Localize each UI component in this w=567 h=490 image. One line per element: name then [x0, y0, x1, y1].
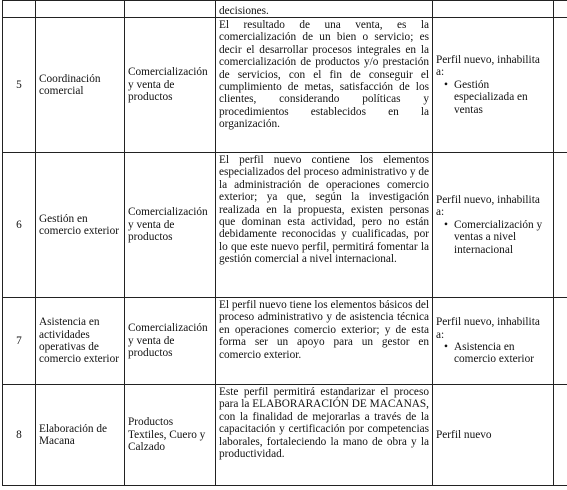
- cell-extra: [554, 153, 567, 298]
- profile-status-intro: Perfil nuevo, inhabilita a:: [436, 193, 540, 219]
- profile-status-list: [436, 341, 550, 366]
- cell-extra: [554, 385, 567, 486]
- profile-area-text: Comercialización y venta de productos: [128, 206, 208, 244]
- profile-status-item: • Comercialización y ventas a nivel internacional: [446, 219, 550, 256]
- profile-area: [125, 298, 216, 385]
- profile-status-list: [436, 79, 550, 116]
- profile-description-text: El perfil nuevo tiene los elementos básicos del proceso administrativo y de asistencia técnica en operaciones comercio exterior; y de esta forma ser un apoyo para un gestor en comercio exterior.: [219, 299, 429, 361]
- cell-num: [3, 1, 36, 18]
- profile-name: [36, 298, 125, 385]
- profile-area: [125, 153, 216, 298]
- description-fragment: decisiones.: [219, 4, 269, 17]
- cell-extra: [554, 18, 567, 153]
- row-number: 8: [3, 385, 36, 486]
- cell-description: [216, 1, 433, 18]
- profile-status-intro: Perfil nuevo, inhabilita a:: [436, 53, 540, 79]
- table-row: [3, 18, 567, 153]
- profile-status-intro: Perfil nuevo, inhabilita a:: [436, 316, 540, 341]
- cell-profile: [433, 1, 554, 18]
- profiles-table: [2, 0, 567, 486]
- profile-area-text: Comercialización y venta de productos: [128, 322, 208, 360]
- cell-extra: [554, 1, 567, 18]
- profile-status: [433, 298, 554, 385]
- table-row: [3, 385, 567, 486]
- profile-name: [36, 153, 125, 298]
- row-number: 7: [3, 298, 36, 385]
- profile-description: [216, 385, 433, 486]
- profile-area: [125, 385, 216, 486]
- profile-description: [216, 18, 433, 153]
- profile-description-text: El resultado de una venta, es la comercialización de un bien o servicio; es decir el desarrollar procesos integrales en la comercialización de productos y/o prestación de servicios, con el fin de conseguir el cumplimiento de metas, satisfacción de los clientes, considerando políticas y procedimientos establecidos en la organización.: [219, 19, 429, 131]
- profile-status-item: • Gestión especializada en ventas: [446, 79, 550, 116]
- profile-description: [216, 298, 433, 385]
- table-row: [3, 298, 567, 385]
- profile-name: [36, 18, 125, 153]
- profile-area: [125, 18, 216, 153]
- profile-name: [36, 385, 125, 486]
- profile-name-text: Coordinación comercial: [39, 72, 101, 97]
- profile-name-text: Asistencia en actividades operativas de comercio exterior: [39, 316, 119, 366]
- profile-name-text: Gestión en comercio exterior: [39, 212, 119, 237]
- profile-description: [216, 153, 433, 298]
- profile-area-text: Productos Textiles, Cuero y Calzado: [128, 416, 206, 454]
- profile-name-text: Elaboración de Macana: [39, 422, 108, 447]
- profile-description-text: El perfil nuevo contiene los elementos especializados del proceso administrativo y de la administración de operaciones comercio exterior; ya que, según la investigación realizada en la propuesta, existen personas que dominan esta actividad, pero no están debidamente reconocidas y cualificadas, por lo que este nuevo perfil, permitirá fomentar la gestión comercial a nivel internacional.: [219, 154, 429, 266]
- table-row-continued: [3, 1, 567, 18]
- cell-area: [125, 1, 216, 18]
- row-number: 6: [3, 153, 36, 298]
- cell-name: [36, 1, 125, 18]
- row-number: 5: [3, 18, 36, 153]
- cell-extra: [554, 298, 567, 385]
- profile-status-list: [436, 219, 550, 256]
- profile-description-text: Este perfil permitirá estandarizar el proceso para la ELABORARACIÓN DE MACANAS, con la finalidad de mejorarlas a través de la capacitación y certificación por competencias laborales, fortaleciendo la mano de obra y la productividad.: [219, 386, 429, 461]
- profile-status-intro: Perfil nuevo: [436, 428, 492, 441]
- profile-status: [433, 385, 554, 486]
- table-row: [3, 153, 567, 298]
- profile-status-item: • Asistencia en comercio exterior: [446, 341, 550, 366]
- profile-area-text: Comercialización y venta de productos: [128, 66, 208, 104]
- profile-status: [433, 18, 554, 153]
- profile-status: [433, 153, 554, 298]
